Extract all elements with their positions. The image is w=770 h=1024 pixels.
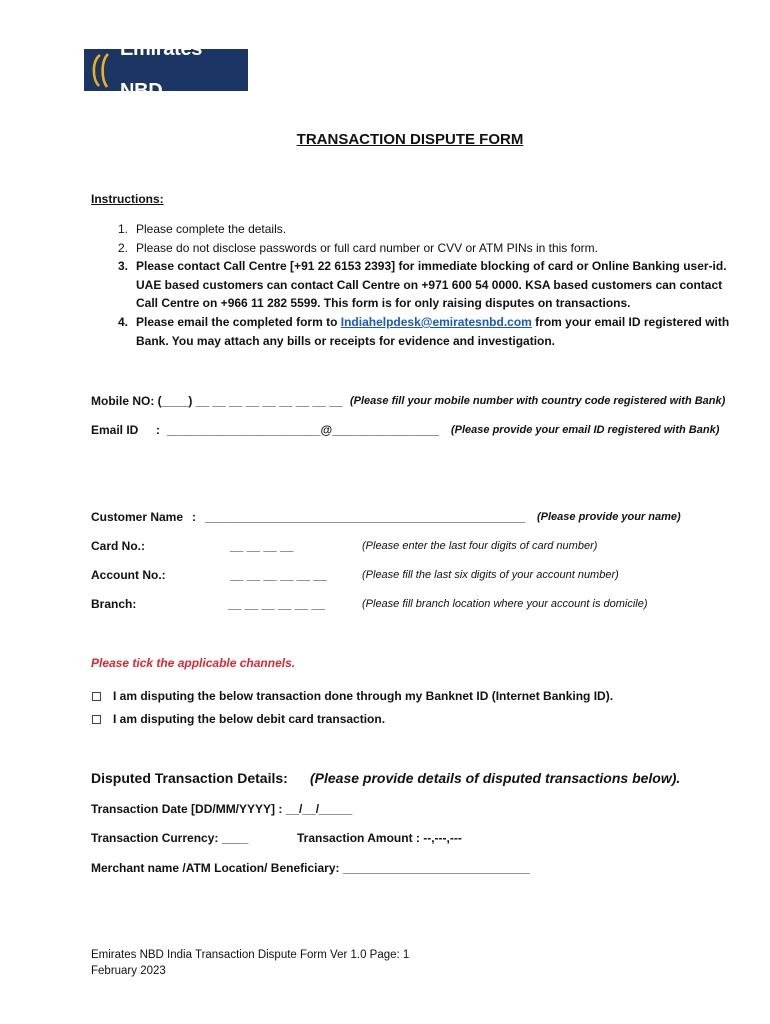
mobile-field[interactable]: Mobile NO: (____) __ __ __ __ __ __ __ __ __ [91, 394, 343, 408]
channel-option-debit-card[interactable] [92, 712, 385, 726]
instruction-text: Please do not disclose passwords or full card number or CVV or ATM PINs in this form. [136, 240, 598, 255]
instruction-text-after: from your email ID registered with Bank. You may attach any bills or receipts for evidence and investigation. [136, 314, 730, 348]
instructions-heading: Instructions: [91, 192, 164, 206]
instruction-text: Please complete the details. [136, 222, 287, 236]
instruction-text [136, 313, 731, 350]
disputed-heading: Disputed Transaction Details: [91, 770, 288, 786]
branch-label: Branch: [91, 597, 137, 611]
card-no-hint: (Please enter the last four digits of card number) [362, 540, 598, 552]
channel-option-label: I am disputing the below debit card transaction. [113, 712, 386, 726]
emirates-nbd-logo [84, 38, 248, 102]
checkbox[interactable] [92, 715, 101, 724]
instruction-item [91, 239, 731, 258]
instructions-list [91, 220, 731, 350]
customer-name-colon: : [192, 510, 196, 524]
customer-name-field[interactable]: ________________________________________________ [205, 510, 526, 524]
account-no-hint: (Please fill the last six digits of your account number) [362, 569, 619, 581]
branch-hint: (Please fill branch location where your account is domicile) [362, 598, 648, 610]
account-no-label: Account No.: [91, 568, 166, 582]
card-no-label: Card No.: [91, 539, 145, 553]
helpdesk-email-link[interactable]: Indiahelpdesk@emiratesnbd.com [340, 314, 532, 329]
footer-version: Emirates NBD India Transaction Dispute Form Ver 1.0 Page: 1 [91, 949, 410, 961]
instruction-text-before: Please email the completed form to [136, 314, 341, 329]
logo-text: Emirates NBD [120, 38, 203, 102]
instruction-text: Please contact Call Centre [+91 22 6153 2393] for immediate blocking of card or Online Banking user-id. UAE based customers can contact Call Centre on +971 600 54 0000. KSA based customers can contact Call Centre on +966 11 282 5599. This form is for only raising disputes on transactions. [136, 259, 727, 311]
channel-option-label: I am disputing the below transaction done through my Banknet ID (Internet Banking ID). [113, 689, 614, 703]
checkbox[interactable] [92, 692, 101, 701]
instruction-item [91, 313, 731, 350]
customer-name-label: Customer Name [91, 510, 184, 524]
form-title: TRANSACTION DISPUTE FORM [296, 131, 524, 148]
transaction-amount-field[interactable]: Transaction Amount : --,---,--- [297, 831, 462, 845]
footer-date: February 2023 [91, 965, 166, 977]
mobile-hint: (Please fill your mobile number with country code registered with Bank) [350, 395, 726, 407]
merchant-field[interactable]: Merchant name /ATM Location/ Beneficiary: ____________________________ [91, 861, 530, 875]
emirates-nbd-logo-mark-icon [84, 49, 120, 91]
instruction-number: 2. [118, 240, 129, 255]
instruction-item [91, 220, 731, 239]
card-no-field[interactable]: __ __ __ __ [230, 539, 294, 553]
disputed-hint: (Please provide details of disputed transactions below). [310, 770, 681, 786]
email-field[interactable]: _______________________@________________ [167, 423, 439, 437]
instruction-number: 4. [118, 314, 129, 329]
email-hint: (Please provide your email ID registered with Bank) [451, 424, 720, 436]
instruction-item [91, 257, 731, 313]
instruction-number: 1. [118, 222, 129, 236]
transaction-date-field[interactable]: Transaction Date [DD/MM/YYYY] : __/__/_____ [91, 802, 353, 816]
channel-option-banknet[interactable] [92, 689, 613, 703]
email-colon: : [156, 423, 160, 437]
transaction-currency-field[interactable]: Transaction Currency: ____ [91, 831, 249, 845]
email-label: Email ID [91, 423, 139, 437]
instruction-number: 3. [118, 259, 129, 274]
account-no-field[interactable]: __ __ __ __ __ __ [230, 568, 327, 582]
branch-field[interactable]: __ __ __ __ __ __ [228, 597, 325, 611]
channels-heading: Please tick the applicable channels. [91, 656, 296, 670]
customer-name-hint: (Please provide your name) [537, 511, 681, 523]
